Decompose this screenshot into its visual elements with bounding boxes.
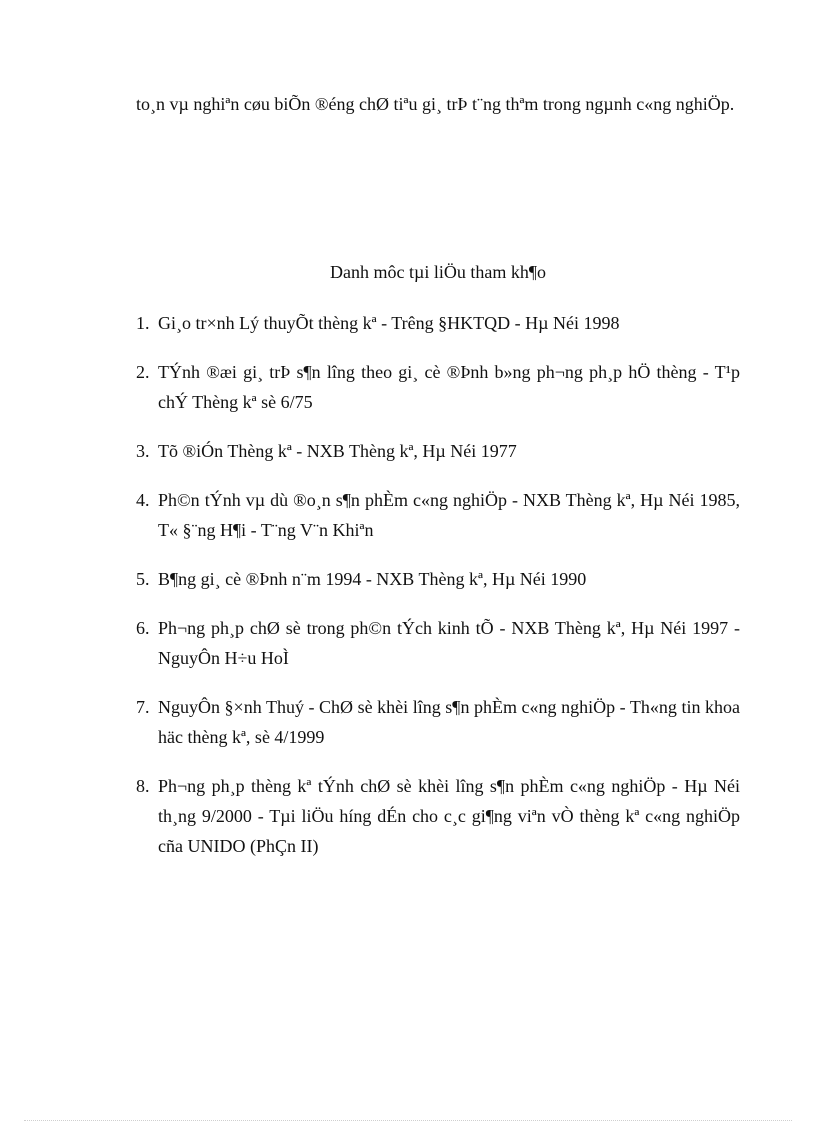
reference-number: 3.: [136, 441, 150, 461]
reference-number: 4.: [136, 490, 150, 510]
reference-text: Tõ ®iÓn Thèng kª - NXB Thèng kª, Hµ Néi 1977: [158, 441, 517, 461]
reference-text: B¶ng gi¸ cè ®Þnh n¨m 1994 - NXB Thèng kª, Hµ Néi 1990: [158, 569, 587, 589]
reference-item: [136, 485, 740, 545]
reference-item: [136, 613, 740, 673]
references-title: Danh môc tµi liÖu tham kh¶o: [330, 262, 546, 282]
reference-number: 8.: [136, 776, 150, 796]
reference-item: [136, 692, 740, 752]
reference-number: 5.: [136, 569, 150, 589]
reference-number: 7.: [136, 697, 150, 717]
reference-item: [136, 436, 740, 466]
references-list: [136, 308, 740, 880]
reference-text: TÝnh ®æi gi¸ trÞ s¶n lîng theo gi¸ cè ®Þnh b»ng ph¬ng ph¸p hÖ thèng - T¹p chÝ Thèng kª sè 6/75: [158, 362, 740, 412]
reference-number: 6.: [136, 618, 150, 638]
reference-item: [136, 564, 740, 594]
reference-text: Ph¬ng ph¸p thèng kª tÝnh chØ sè khèi lîng s¶n phÈm c«ng nghiÖp - Hµ Néi th¸ng 9/2000 - Tµi liÖu híng dÉn cho c¸c gi¶ng viªn vÒ thèng kª c«ng nghiÖp cña UNIDO (PhÇn II): [158, 776, 740, 856]
reference-text: Ph©n tÝnh vµ dù ®o¸n s¶n phÈm c«ng nghiÖp - NXB Thèng kª, Hµ Néi 1985, T« §¨ng H¶i - T¨ng V¨n Khiªn: [158, 490, 740, 540]
reference-number: 2.: [136, 362, 150, 382]
reference-item: [136, 308, 740, 338]
page-bottom-divider: [24, 1120, 792, 1121]
reference-number: 1.: [136, 313, 150, 333]
reference-text: NguyÔn §×nh Thuý - ChØ sè khèi lîng s¶n phÈm c«ng nghiÖp - Th«ng tin khoa häc thèng kª, sè 4/1999: [158, 697, 740, 747]
reference-item: [136, 771, 740, 861]
reference-item: [136, 357, 740, 417]
reference-text: Ph¬ng ph¸p chØ sè trong ph©n tÝch kinh tÕ - NXB Thèng kª, Hµ Néi 1997 - NguyÔn H÷u HoÌ: [158, 618, 740, 668]
reference-text: Gi¸o tr×nh Lý thuyÕt thèng kª - Trêng §HKTQD - Hµ Néi 1998: [158, 313, 620, 333]
intro-paragraph: to¸n vµ nghiªn cøu biÕn ®éng chØ tiªu gi¸ trÞ t¨ng thªm trong ngµnh c«ng nghiÖp.: [136, 94, 735, 114]
